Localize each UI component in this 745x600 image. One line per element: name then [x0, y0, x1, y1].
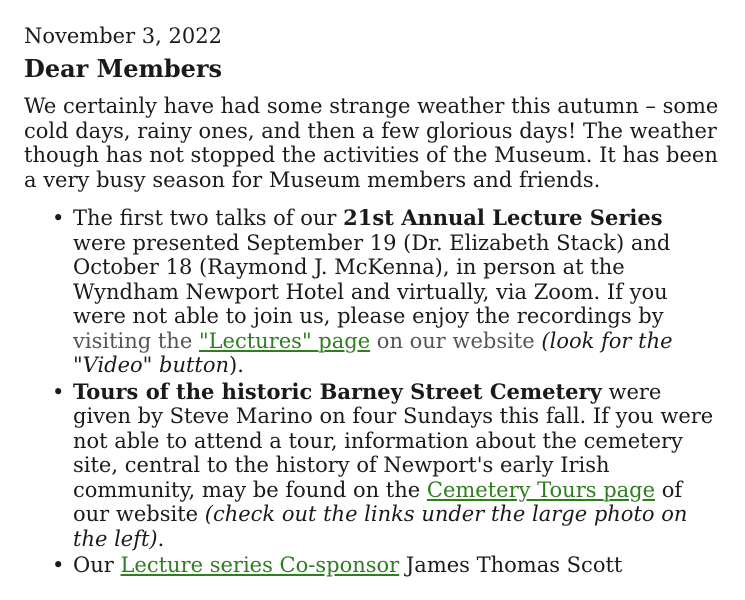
item-text: were given by Steve Marino on four Sundays this fall. If you were not able to attend a tour, information about the cemetery site, central to the history of Newport's early Irish community, may be found on the [73, 379, 714, 502]
letter-greeting: Dear Members [24, 54, 223, 83]
list-item-lecture-series [52, 205, 721, 378]
item-note: (check out the links under the large photo on the left) [73, 502, 688, 551]
news-items-list [24, 206, 721, 578]
item-text: Our [73, 553, 121, 577]
item-note: (look for the "Video" button [73, 328, 673, 377]
bullet-icon: • [52, 379, 65, 404]
item-text: The first two talks of our [73, 206, 344, 230]
item-text: James Thomas Scott [399, 553, 623, 577]
item-text: of our website [73, 477, 683, 526]
bullet-icon: • [52, 553, 65, 577]
item-text: on our website [370, 328, 542, 353]
bullet-icon: • [52, 206, 65, 230]
item-text: visiting the [73, 328, 199, 353]
item-text: . [157, 526, 165, 551]
item-text: ). [229, 353, 244, 377]
list-item-cemetery-tours [52, 378, 721, 552]
item-text: were presented September 19 (Dr. Elizabeth Stack) and October 18 (Raymond J. McKenna), in person at the Wyndham Newport Hotel and virtually, via Zoom. If you were not able to join us, please enjoy the recordings by [73, 230, 671, 328]
cosponsor-link[interactable]: Lecture series Co-sponsor [120, 553, 400, 577]
cemetery-tours-link[interactable]: Cemetery Tours page [426, 477, 656, 502]
list-item-cosponsor [52, 553, 721, 578]
intro-paragraph: We certainly have had some strange weather this autumn – some cold days, rainy ones, and then a few glorious days! The weather though has not stopped the activities of the Museum. It has been a very busy season for Museum members and friends. [24, 94, 719, 192]
lecture-series-title: 21st Annual Lecture Series [343, 205, 663, 230]
lectures-page-link[interactable]: "Lectures" page [198, 328, 371, 353]
letter-date: November 3, 2022 [24, 24, 222, 48]
cemetery-tours-title: Tours of the historic Barney Street Cemetery [73, 378, 602, 404]
